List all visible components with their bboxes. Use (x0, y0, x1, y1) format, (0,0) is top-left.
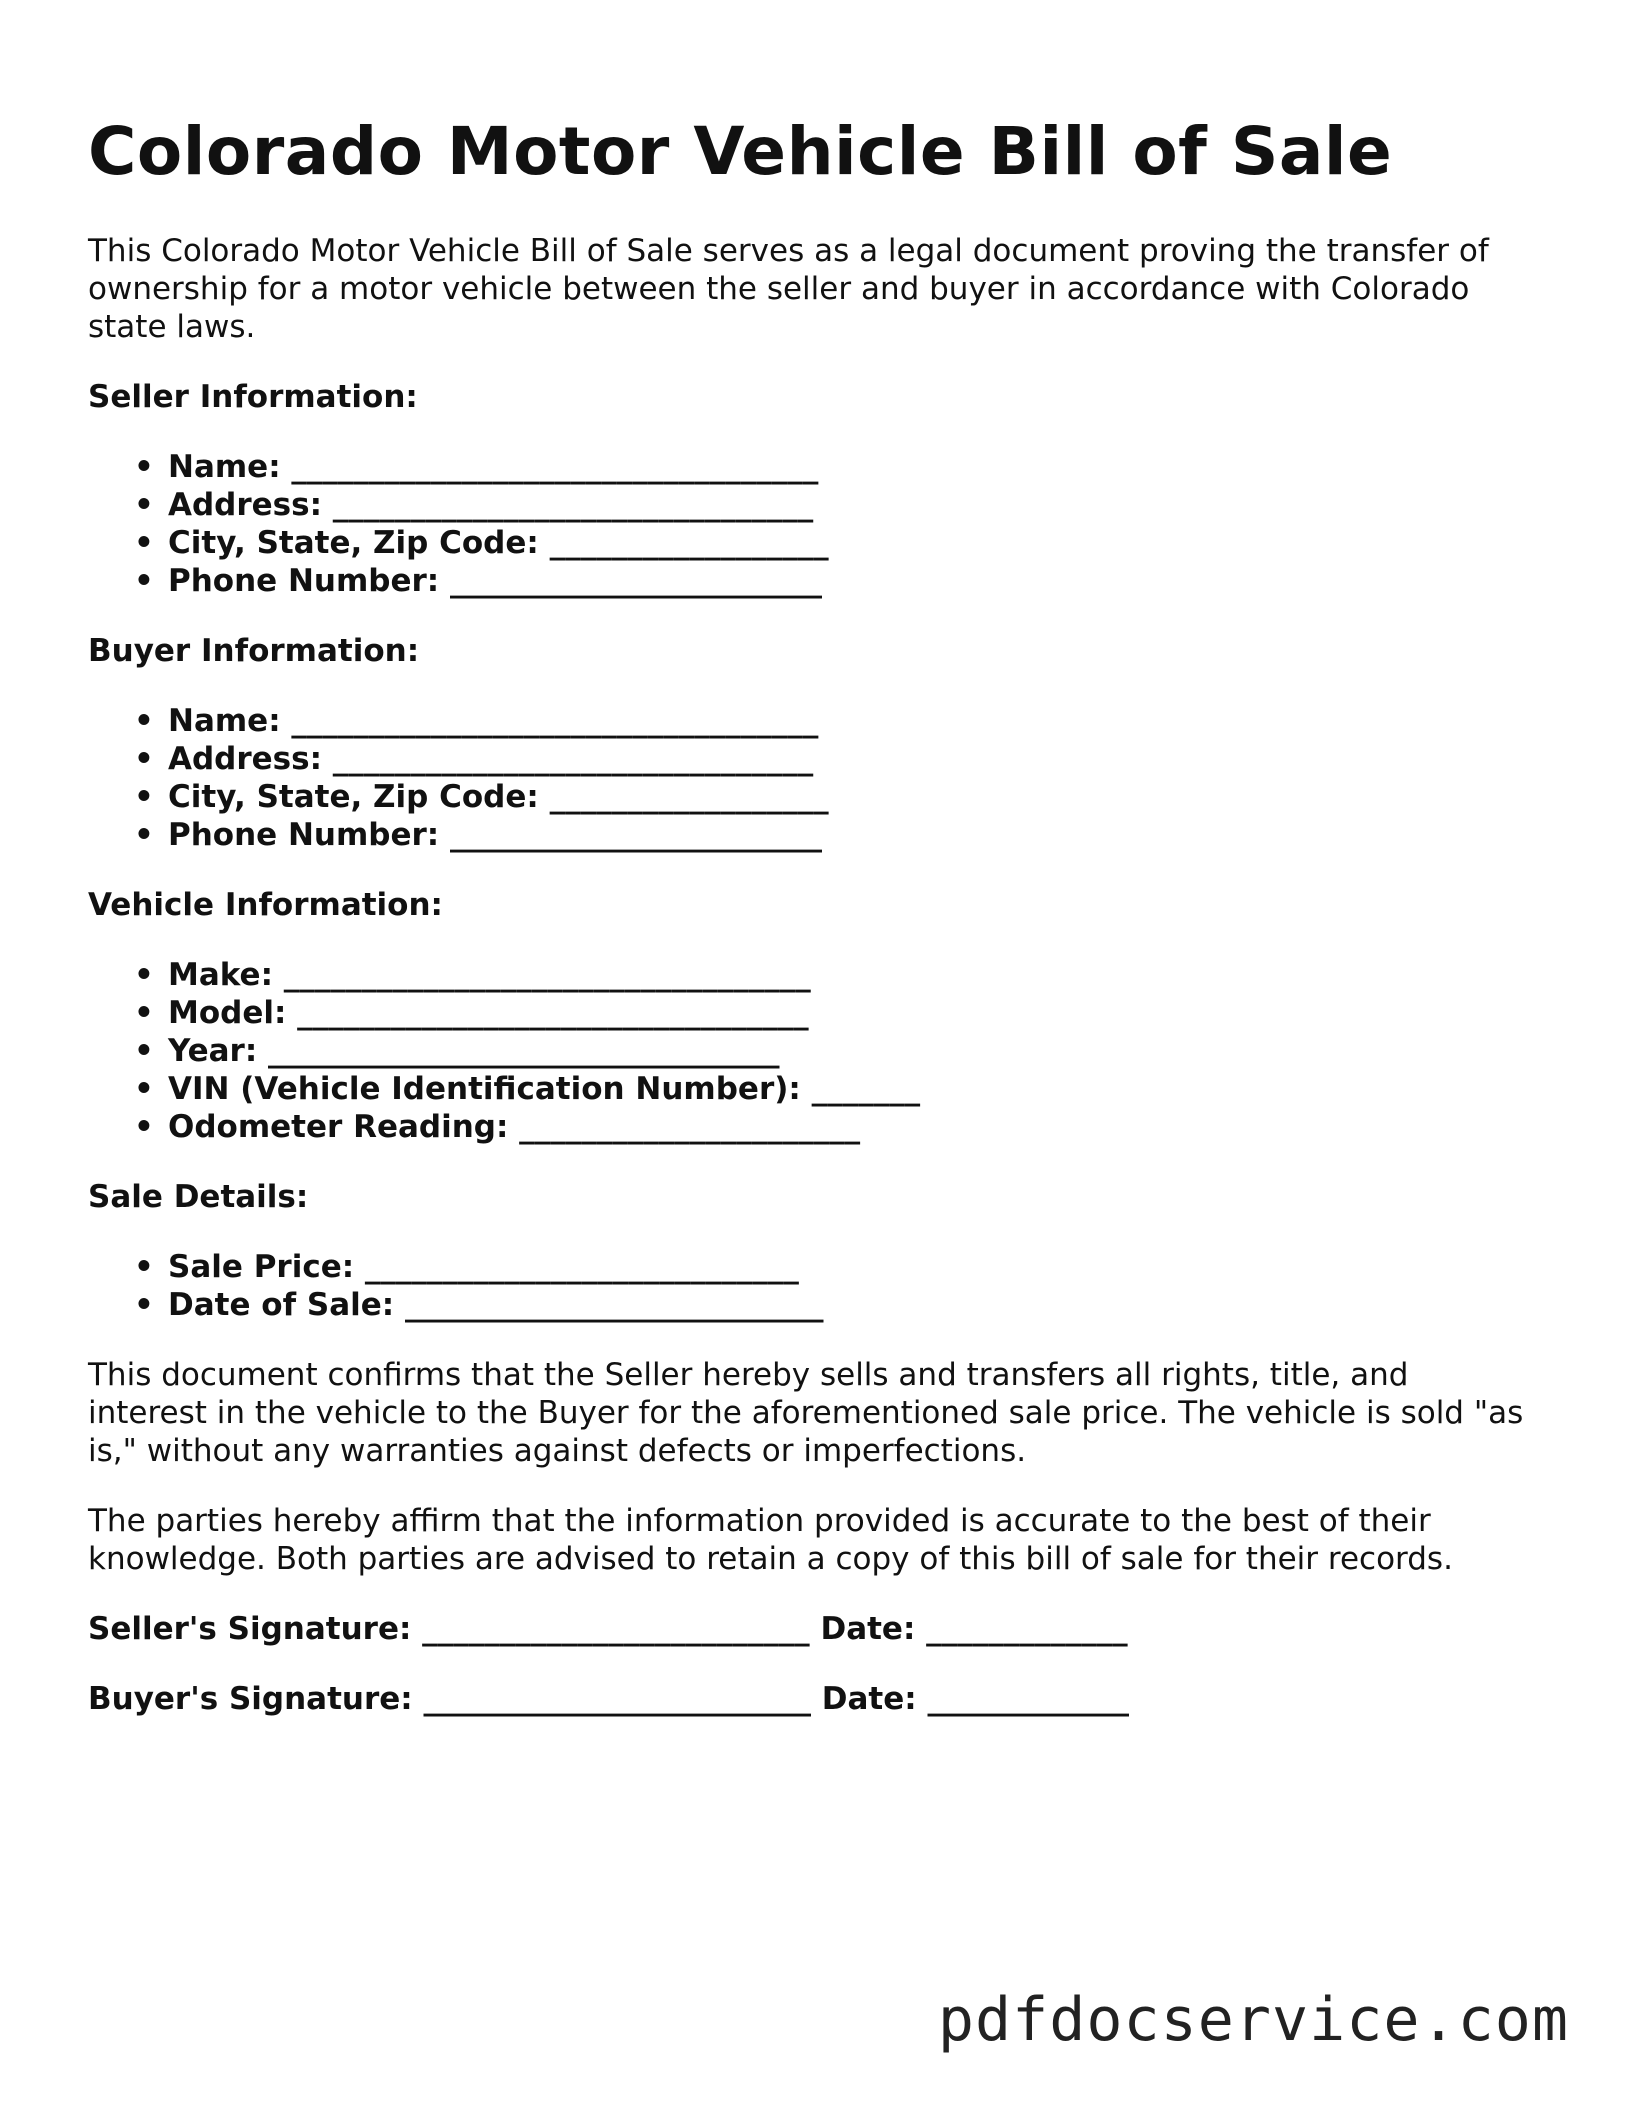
vehicle-model-field: • Model: _________________________________ (168, 994, 1528, 1032)
buyer-heading: Buyer Information: (88, 633, 420, 669)
sale-price-field: • Sale Price: ____________________________ (168, 1248, 1528, 1286)
buyer-signature-line: Buyer's Signature: _________________________ Date: _____________ (88, 1681, 1129, 1717)
seller-name-field: • Name: __________________________________ (168, 448, 1528, 486)
buyer-phone-field: • Phone Number: ________________________ (168, 816, 1528, 854)
seller-city-state-zip-field: • City, State, Zip Code: __________________ (168, 524, 1528, 562)
sale-fields (88, 1248, 1528, 1324)
watermark: pdfdocservice.com (937, 1985, 1569, 2055)
buyer-city-state-zip-field: • City, State, Zip Code: __________________ (168, 778, 1528, 816)
seller-address-field: • Address: _______________________________ (168, 486, 1528, 524)
vehicle-year-field: • Year: _________________________________ (168, 1032, 1528, 1070)
seller-heading: Seller Information: (88, 379, 418, 415)
seller-signature-line: Seller's Signature: _________________________ Date: _____________ (88, 1611, 1128, 1647)
document-title: Colorado Motor Vehicle Bill of Sale (88, 113, 1393, 190)
buyer-fields (88, 702, 1528, 854)
vehicle-vin-field: • VIN (Vehicle Identification Number): _______ (168, 1070, 1528, 1108)
intro-paragraph: This Colorado Motor Vehicle Bill of Sale serves as a legal document proving the transfer of ownership for a motor vehicle between the seller and buyer in accordance with Colorado state laws. (88, 233, 1489, 345)
document-page (88, 110, 1528, 1718)
sale-date-field: • Date of Sale: ___________________________ (168, 1286, 1528, 1324)
affirm-paragraph: The parties hereby affirm that the information provided is accurate to the best of their knowledge. Both parties are advised to retain a copy of this bill of sale for their records. (88, 1503, 1453, 1577)
seller-phone-field: • Phone Number: ________________________ (168, 562, 1528, 600)
vehicle-fields (88, 956, 1528, 1146)
vehicle-heading: Vehicle Information: (88, 887, 443, 923)
buyer-name-field: • Name: __________________________________ (168, 702, 1528, 740)
seller-fields (88, 448, 1528, 600)
transfer-paragraph: This document confirms that the Seller hereby sells and transfers all rights, title, and interest in the vehicle to the Buyer for the aforementioned sale price. The vehicle is sold "as is," without any warranties against defects or imperfections. (88, 1357, 1524, 1469)
vehicle-make-field: • Make: __________________________________ (168, 956, 1528, 994)
vehicle-odometer-field: • Odometer Reading: ______________________ (168, 1108, 1528, 1146)
sale-heading: Sale Details: (88, 1179, 309, 1215)
buyer-address-field: • Address: _______________________________ (168, 740, 1528, 778)
